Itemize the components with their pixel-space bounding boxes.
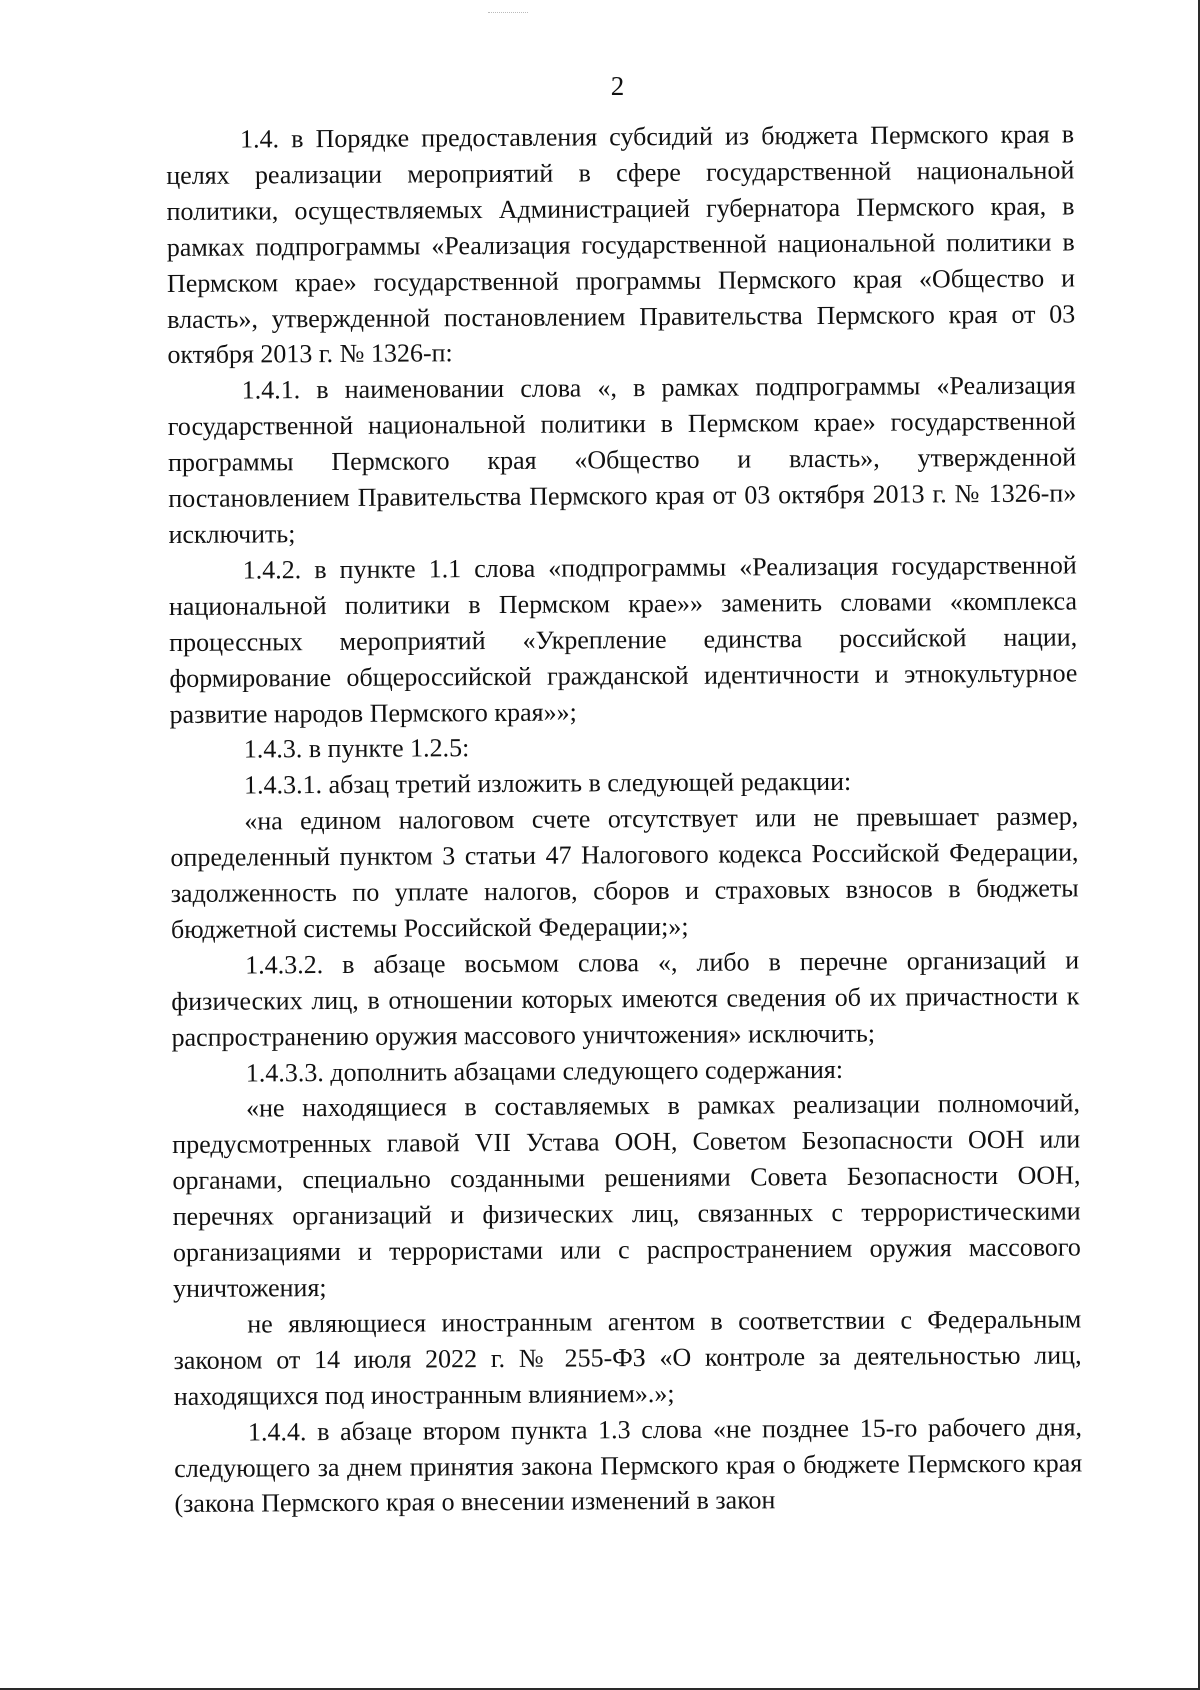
paragraph-1-4-3: 1.4.3. в пункте 1.2.5: bbox=[243, 733, 470, 764]
page-number: 2 bbox=[610, 71, 625, 101]
document-body bbox=[166, 116, 1083, 1522]
paragraph-1-4-3-3: 1.4.3.3. дополнить абзацами следующего содержания: bbox=[245, 1054, 844, 1088]
paragraph-1-4: 1.4. в Порядке предоставления субсидий из бюджета Пермского края в целях реализации мероприятий в сфере государственной национальной политики, осуществляемых Администрацией губернатора Пермского края, в рамках подпрограммы «Реализация государственной национальной политики в Пермском крае» государственной программы Пермского края «Общество и власть», утвержденной постановлением Правительства Пермского края от 03 октября 2013 г. № 1326-п: bbox=[166, 119, 1076, 370]
quoted-paragraph-tax: «на едином налоговом счете отсутствует или не превышает размер, определенный пунктом 3 статьи 47 Налогового кодекса Российской Федерации, задолженность по уплате налогов, сборов и страховых взносов в бюджеты бюджетной системы Российской Федерации;»; bbox=[170, 801, 1079, 944]
scan-artifact bbox=[488, 12, 528, 15]
paragraph-1-4-3-2: 1.4.3.2. в абзаце восьмом слова «, либо в перечне организаций и физических лиц, в отношении которых имеются сведения об их причастности к распространению оружия массового уничтожения» исключить; bbox=[171, 945, 1080, 1052]
paragraph-1-4-2: 1.4.2. в пункте 1.1 слова «подпрограммы «Реализация государственной национальной политики в Пермском крае»» заменить словами «комплекса процессных мероприятий «Укрепление единства российской нации, формирование общероссийской гражданской идентичности и этнокультурное развитие народов Пермского края»»; bbox=[168, 550, 1078, 729]
paragraph-1-4-1: 1.4.1. в наименовании слова «, в рамках подпрограммы «Реализация государственной национальной политики в Пермском крае» государственной программы Пермского края «Общество и власть», утвержденной постановлением Правительства Пермского края от 03 октября 2013 г. № 1326-п» исключить; bbox=[167, 370, 1077, 549]
paragraph-1-4-4: 1.4.4. в абзаце втором пункта 1.3 слова «не позднее 15-го рабочего дня, следующего за днем принятия закона Пермского края о бюджете Пермского края (закона Пермского края о внесении изменений в закон bbox=[174, 1412, 1083, 1519]
quoted-paragraph-foreign-agent: не являющиеся иностранным агентом в соответствии с Федеральным законом от 14 июля 2022 г. № 255-ФЗ «О контроле за деятельностью лиц, находящихся под иностранным влиянием».»; bbox=[173, 1304, 1082, 1411]
paragraph-1-4-3-1: 1.4.3.1. абзац третий изложить в следующей редакции: bbox=[243, 767, 852, 800]
quoted-paragraph-un-lists: «не находящиеся в составляемых в рамках реализации полномочий, предусмотренных главой VII Устава ООН, Советом Безопасности ООН или органами, специально созданными решениями Совета Безопасности ООН, перечнях организаций и физических лиц, связанных с террористическими организациями и террористами или с распространением оружия массового уничтожения; bbox=[172, 1088, 1081, 1303]
